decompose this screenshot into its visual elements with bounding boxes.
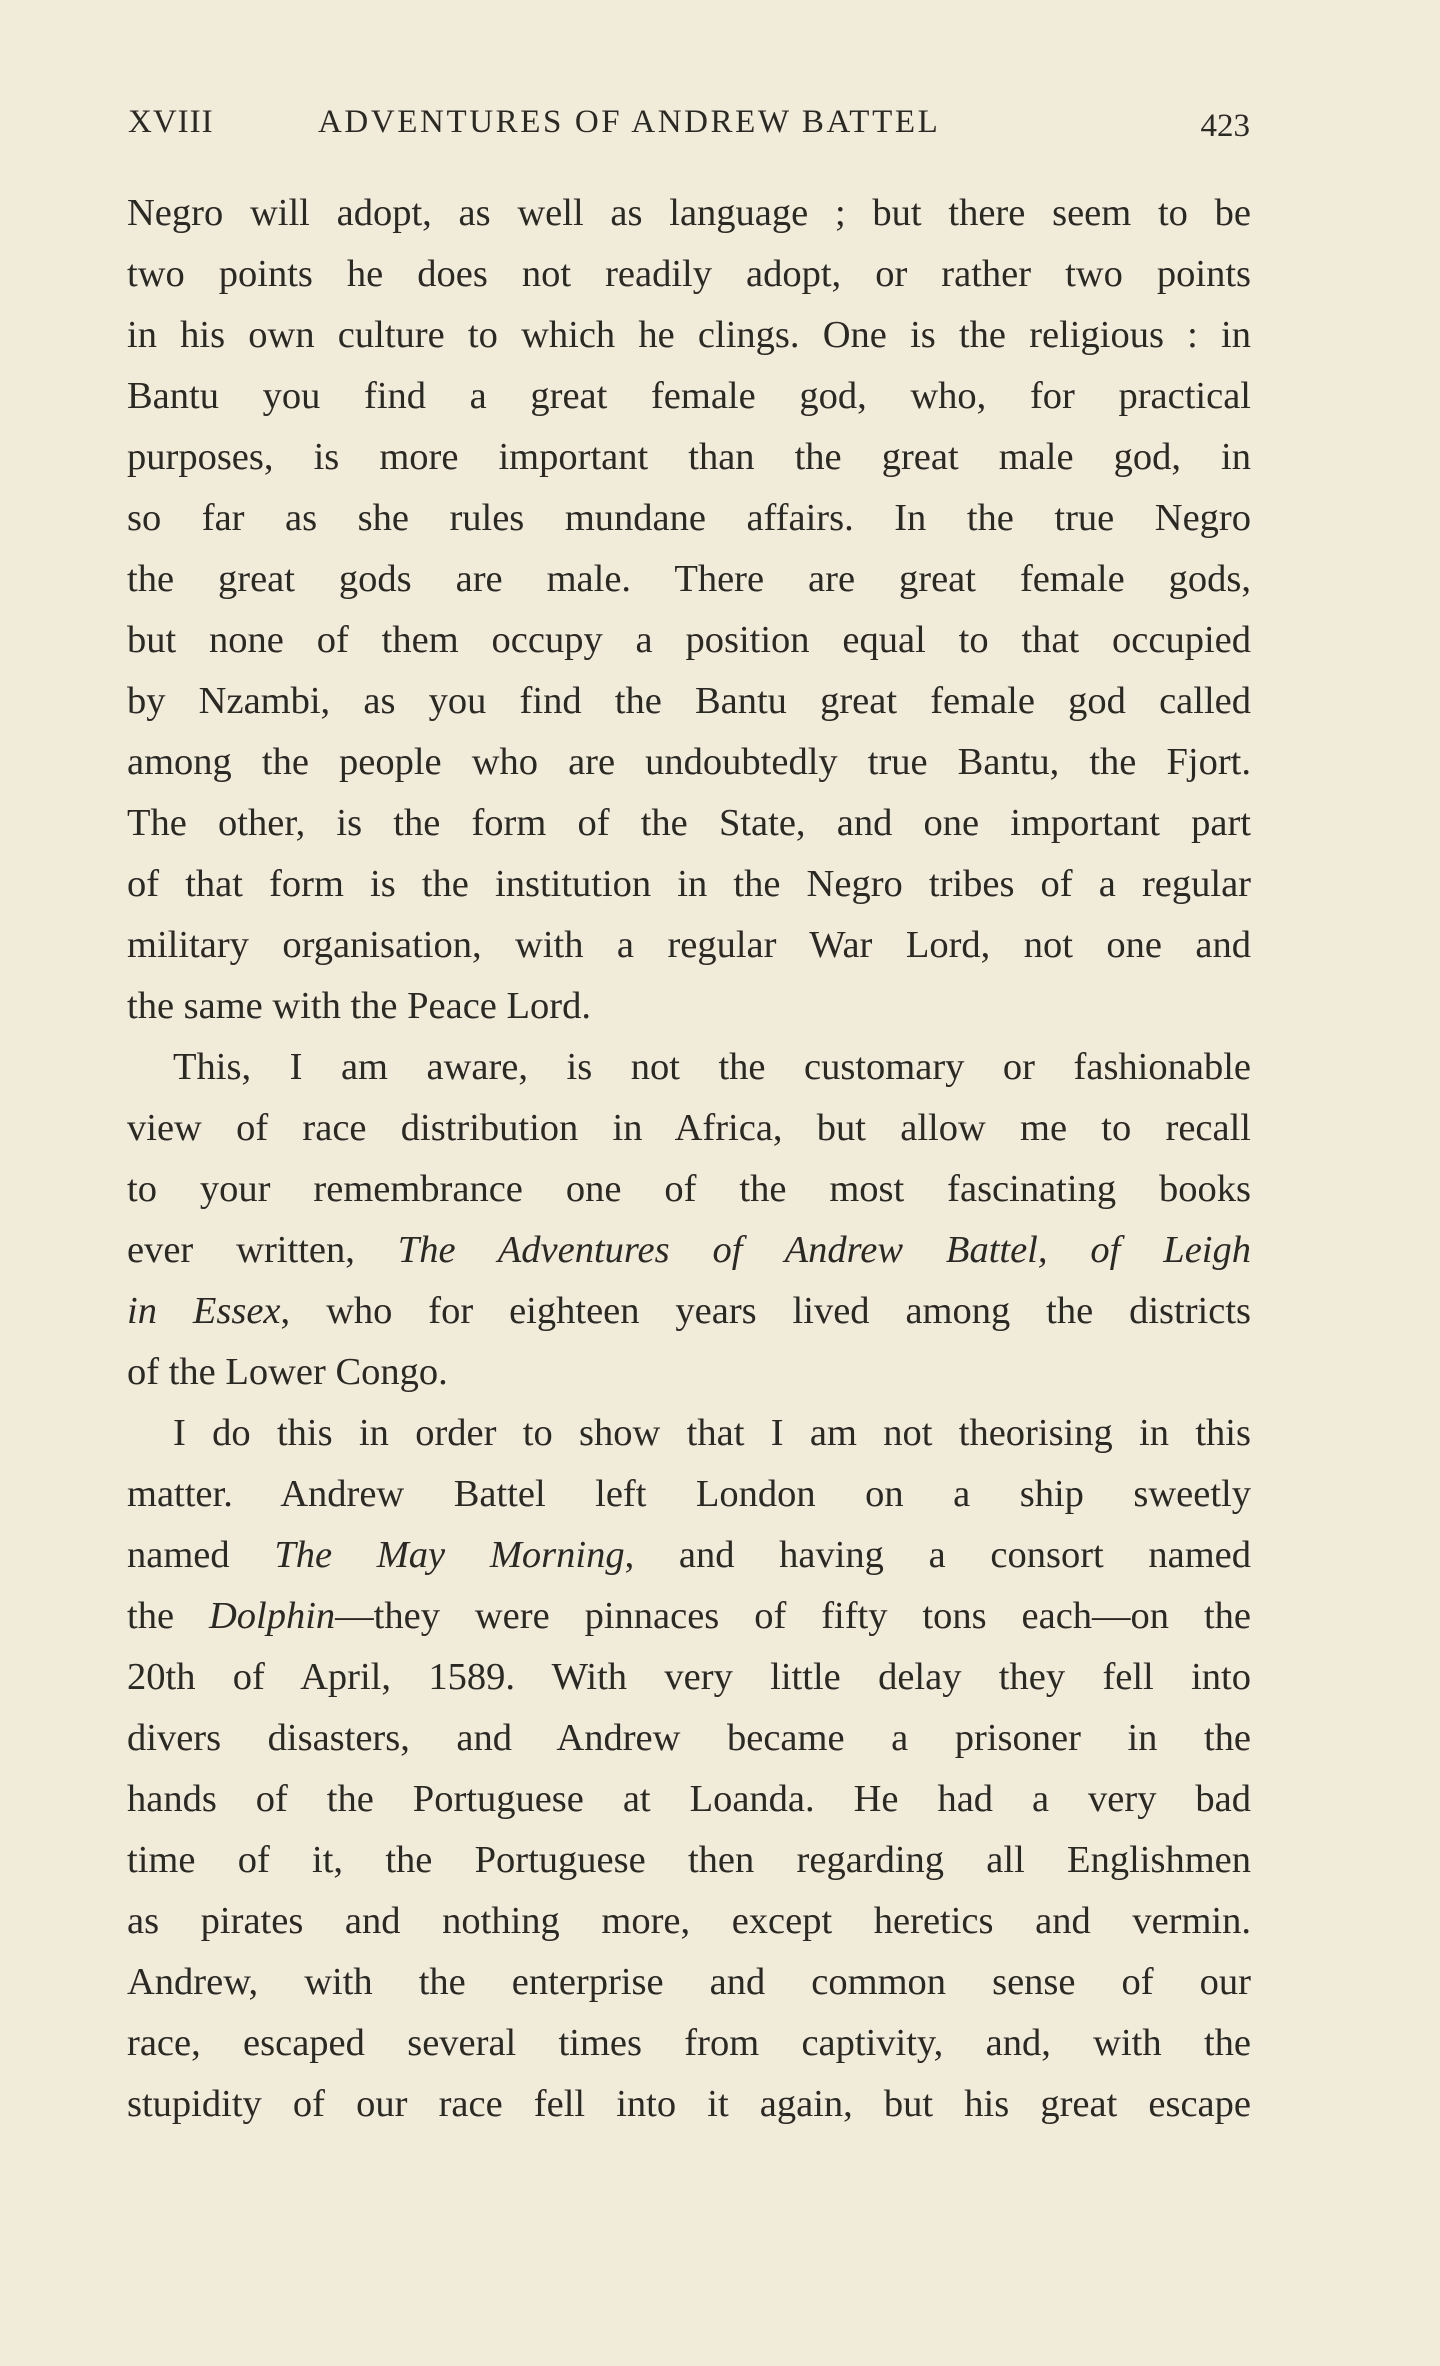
ship-name-italic: The May Morning: [274, 1534, 625, 1576]
text-line: race, escaped several times from captivity, and, with the: [127, 2022, 1251, 2064]
text-line: time of it, the Portuguese then regarding all Englishmen: [127, 1839, 1251, 1881]
text-line: the great gods are male. There are great female gods,: [127, 558, 1251, 600]
text-line: military organisation, with a regular War Lord, not one and: [127, 924, 1251, 966]
paragraph-end-line: of the Lower Congo.: [127, 1351, 448, 1393]
book-title-italic: in Essex: [127, 1290, 281, 1332]
text-line: by Nzambi, as you find the Bantu great female god called: [127, 680, 1251, 722]
running-title: ADVENTURES OF ANDREW BATTEL: [318, 104, 941, 140]
book-title-italic: The Adventures of Andrew Battel, of Leigh: [397, 1229, 1251, 1271]
text-line-with-book-title: [127, 1220, 1251, 1281]
text-line-with-ship-name: [127, 1586, 1251, 1647]
text-line: as pirates and nothing more, except heretics and vermin.: [127, 1900, 1251, 1942]
paragraph-start-line: I do this in order to show that I am not theorising in this: [173, 1412, 1251, 1454]
text-line: matter. Andrew Battel left London on a ship sweetly: [127, 1473, 1251, 1515]
text-line: but none of them occupy a position equal to that occupied: [127, 619, 1251, 661]
page-number: 423: [1200, 108, 1250, 144]
text-line: Andrew, with the enterprise and common sense of our: [127, 1961, 1251, 2003]
text-line: two points he does not readily adopt, or rather two points: [127, 253, 1251, 295]
text-line: of that form is the institution in the Negro tribes of a regular: [127, 863, 1251, 905]
text-line: purposes, is more important than the great male god, in: [127, 436, 1251, 478]
text-line: Negro will adopt, as well as language ; but there seem to be: [127, 192, 1251, 234]
text-line: in his own culture to which he clings. One is the religious : in: [127, 314, 1251, 356]
text-run: —they were pinnaces of fifty tons each—on the: [335, 1595, 1251, 1637]
text-line: Bantu you find a great female god, who, for practical: [127, 375, 1251, 417]
ship-name-italic: Dolphin: [208, 1595, 336, 1637]
text-line: to your remembrance one of the most fascinating books: [127, 1168, 1251, 1210]
text-line: view of race distribution in Africa, but allow me to recall: [127, 1107, 1251, 1149]
text-line: 20th of April, 1589. With very little delay they fell into: [127, 1656, 1251, 1698]
text-line: among the people who are undoubtedly true Bantu, the Fjort.: [127, 741, 1251, 783]
text-line: divers disasters, and Andrew became a prisoner in the: [127, 1717, 1251, 1759]
text-run: , and having a consort named: [624, 1534, 1252, 1576]
text-run: ever written,: [127, 1229, 398, 1271]
text-line: so far as she rules mundane affairs. In the true Negro: [127, 497, 1251, 539]
paragraph-end-line: the same with the Peace Lord.: [127, 985, 591, 1027]
text-run: , who for eighteen years lived among the districts: [280, 1290, 1252, 1332]
chapter-number: XVIII: [128, 104, 214, 140]
running-head: [128, 96, 1250, 156]
body-text: [127, 183, 1251, 2135]
text-line: stupidity of our race fell into it again, but his great escape: [127, 2083, 1251, 2125]
text-run: named: [127, 1534, 275, 1576]
paragraph-start-line: This, I am aware, is not the customary or fashionable: [173, 1046, 1251, 1088]
text-line-with-ship-name: [127, 1525, 1251, 1586]
text-line-with-book-title: [127, 1281, 1251, 1342]
text-run: the: [127, 1595, 209, 1637]
text-line: The other, is the form of the State, and one important part: [127, 802, 1251, 844]
text-line: hands of the Portuguese at Loanda. He had a very bad: [127, 1778, 1251, 1820]
